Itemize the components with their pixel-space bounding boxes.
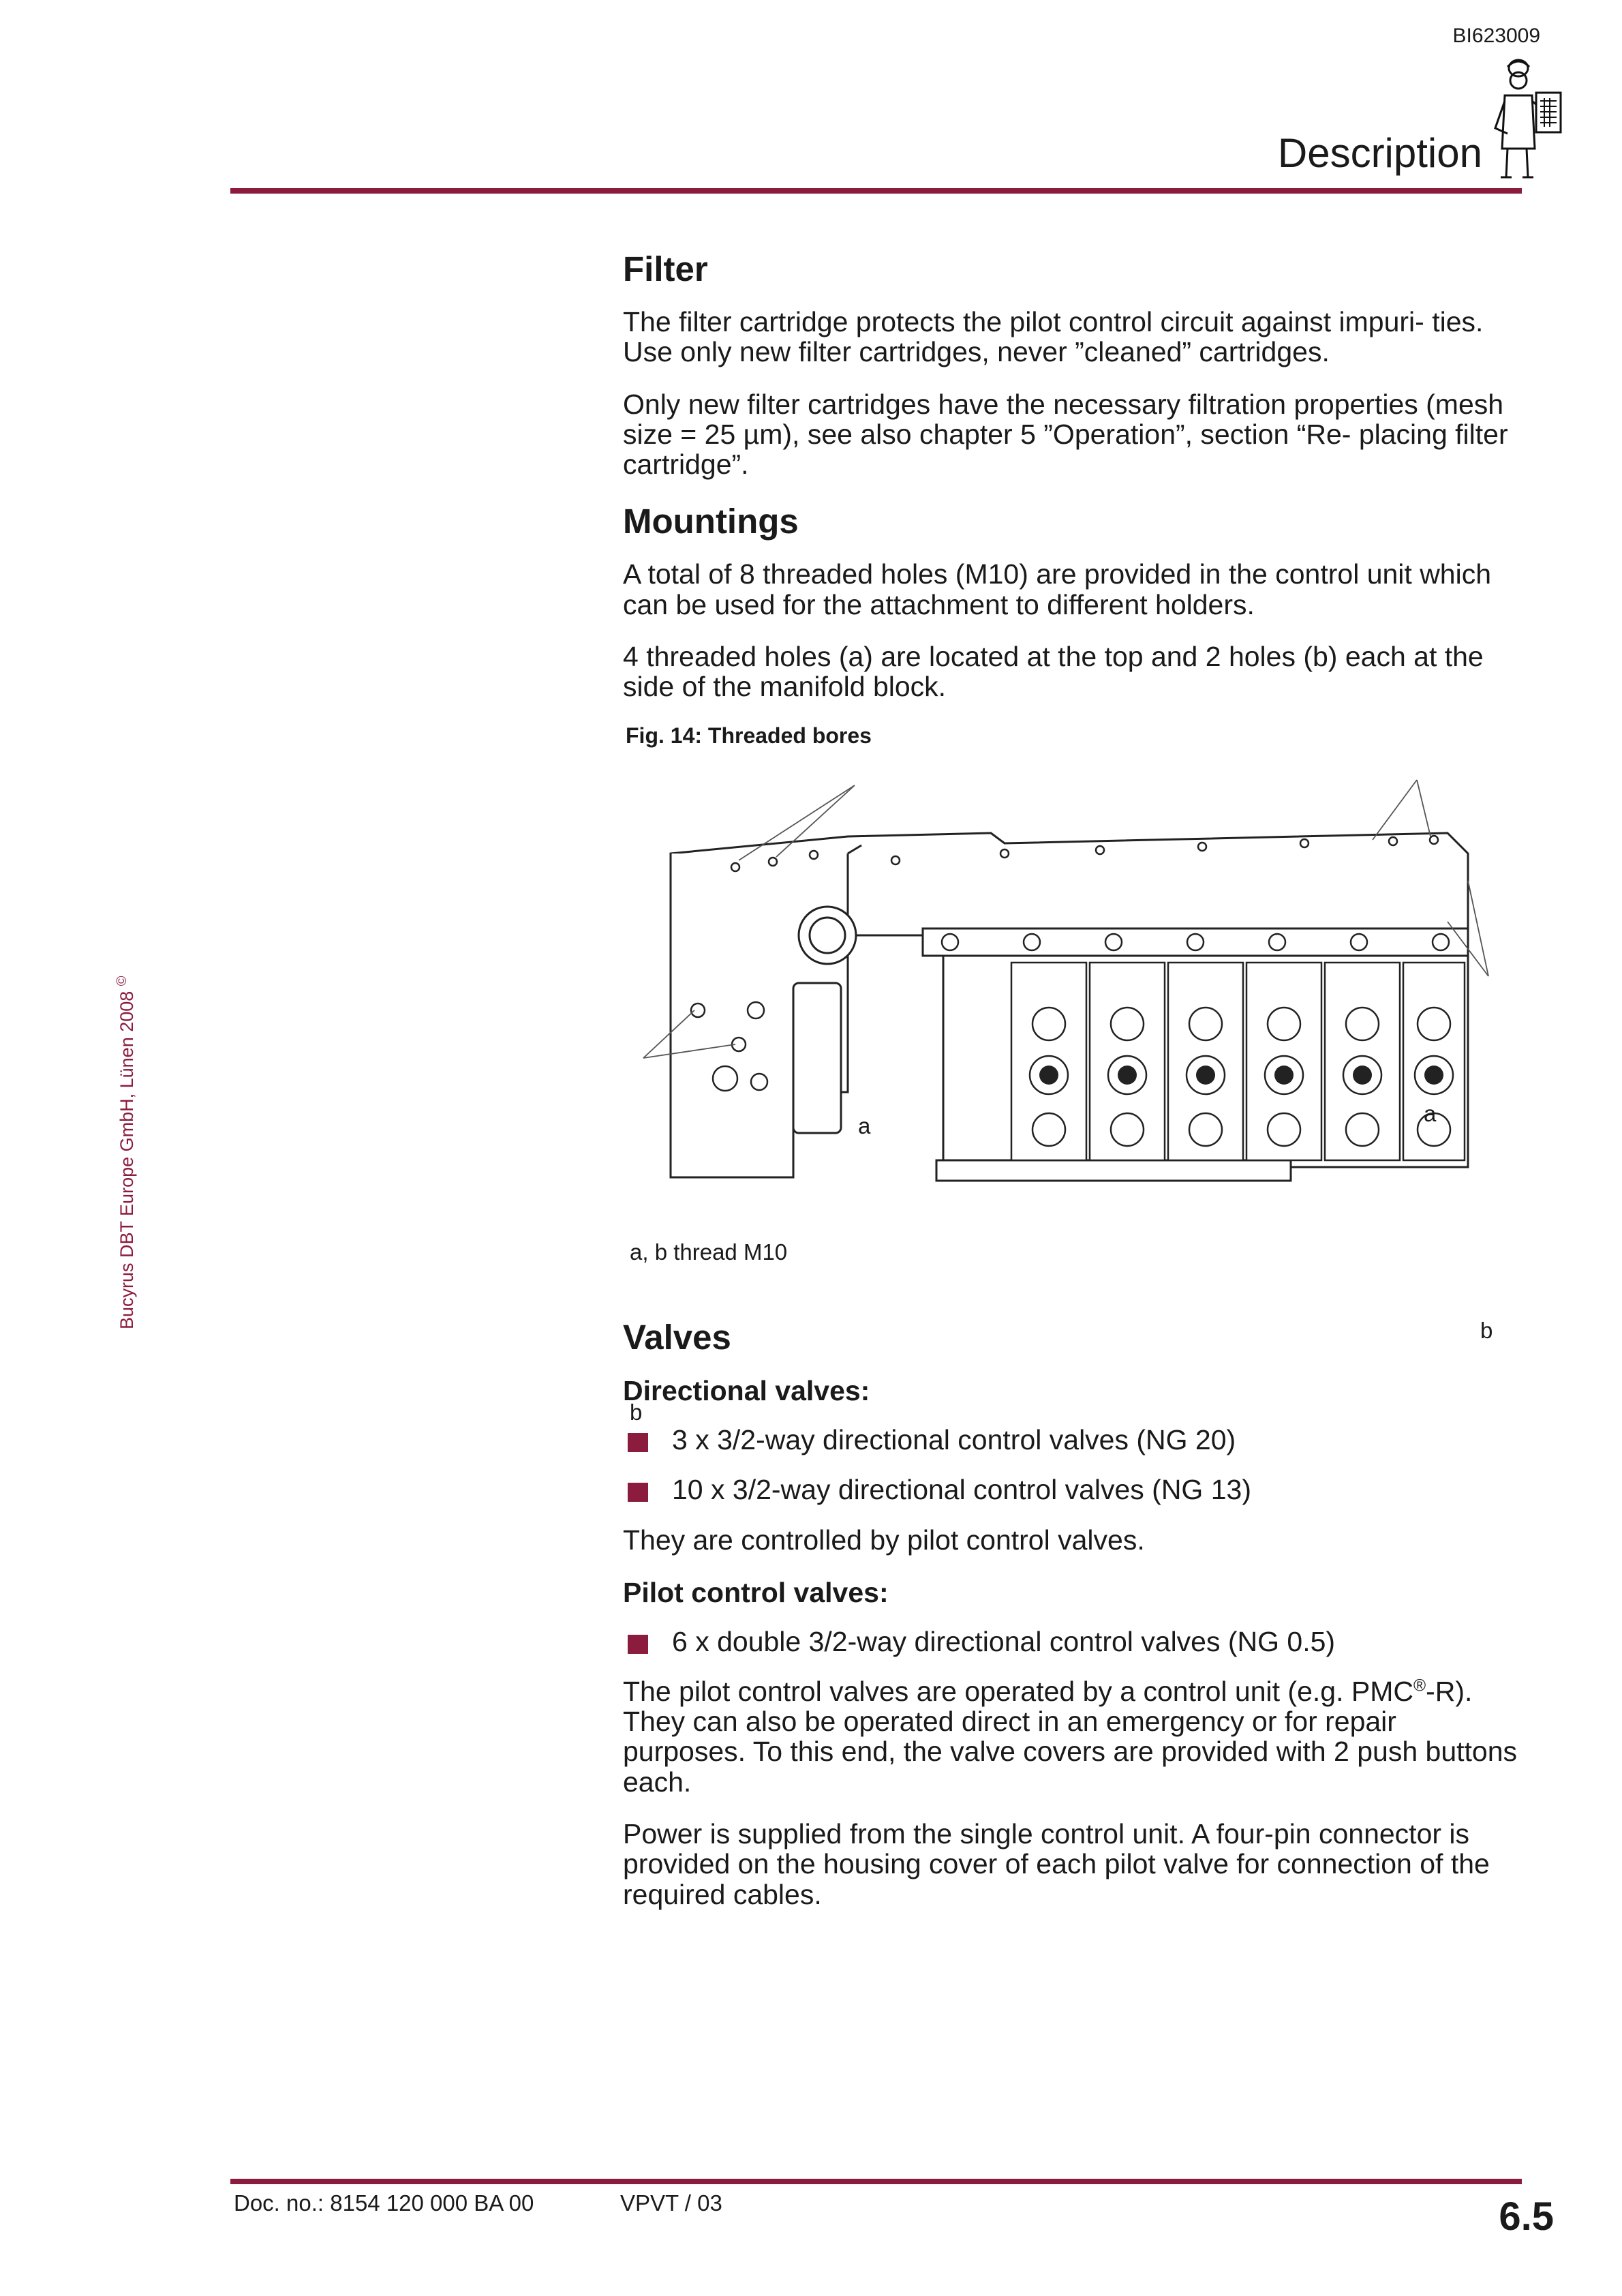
list-item — [623, 1475, 1522, 1505]
header-rule — [230, 188, 1522, 194]
document-number: Doc. no.: 8154 120 000 BA 00 — [234, 2190, 534, 2216]
power-paragraph: Power is supplied from the single control unit. A four-pin connector is provided on the housing cover of each pilot valve for connection of the required cables. — [623, 1818, 1490, 1910]
main-content — [623, 249, 1522, 1931]
pilot-valves-heading: Pilot control valves: — [623, 1576, 889, 1608]
directional-valves-heading: Directional valves: — [623, 1375, 870, 1407]
page-header-title: Description — [1277, 130, 1482, 176]
controlled-paragraph: They are controlled by pilot control valves. — [623, 1524, 1145, 1556]
list-item-text: 6 x double 3/2-way directional control valves (NG 0.5) — [672, 1625, 1336, 1657]
footer-rule — [230, 2179, 1522, 2184]
page-number: 6.5 — [1499, 2194, 1554, 2239]
figure-label-a-2: a — [1424, 1101, 1437, 1126]
bullet-square-icon — [628, 1433, 648, 1452]
list-item — [623, 1425, 1522, 1455]
bullet-square-icon — [628, 1483, 648, 1502]
footer-version: VPVT / 03 — [620, 2190, 722, 2216]
section-heading-filter: Filter — [623, 250, 708, 288]
figure-label-b-2: b — [630, 1400, 643, 1425]
copyright-notice — [114, 976, 138, 1329]
figure-legend: a, b thread M10 — [630, 1239, 788, 1265]
technician-icon — [1487, 53, 1569, 183]
mountings-paragraph-2: 4 threaded holes (a) are located at the top and 2 holes (b) each at the side of the manifold block. — [623, 640, 1484, 703]
copyright-symbol: © — [114, 976, 129, 986]
document-id: BI623009 — [1452, 25, 1540, 47]
mountings-paragraph-1: A total of 8 threaded holes (M10) are provided in the control unit which can be used for the attachment to different holders. — [623, 558, 1492, 620]
figure-label-b-1: b — [1480, 1318, 1493, 1343]
filter-paragraph-1: The filter cartridge protects the pilot control circuit against impuri- ties. Use only new filter cartridges, never ”cleaned” cartridges. — [623, 306, 1484, 368]
list-item-text: 3 x 3/2-way directional control valves (NG 20) — [672, 1424, 1236, 1456]
copyright-text: Bucyrus DBT Europe GmbH, Lünen 2008 — [117, 991, 137, 1329]
section-heading-mountings: Mountings — [623, 502, 799, 541]
list-item-text: 10 x 3/2-way directional control valves (NG 13) — [672, 1474, 1251, 1506]
list-item — [623, 1627, 1522, 1657]
figure-label-a-1: a — [858, 1113, 871, 1138]
operation-text-pre: The pilot control valves are operated by a control unit (e.g. PMC — [623, 1675, 1413, 1707]
registered-mark: ® — [1413, 1676, 1426, 1695]
section-heading-valves: Valves — [623, 1318, 731, 1357]
bullet-square-icon — [628, 1635, 648, 1654]
manifold-block-figure — [623, 758, 1522, 1222]
filter-paragraph-2: Only new filter cartridges have the necessary filtration properties (mesh size = 25 µm), see also chapter 5 ”Operation”, section “Re- placing filter cartridge”. — [623, 388, 1508, 481]
figure-caption: Fig. 14: Threaded bores — [626, 723, 872, 749]
operation-text-post: -R). They can also be operated direct in an emergency or for repair purposes. To this end, the valve covers are provided with 2 push buttons each. — [623, 1675, 1518, 1798]
operation-paragraph — [623, 1676, 1522, 1797]
